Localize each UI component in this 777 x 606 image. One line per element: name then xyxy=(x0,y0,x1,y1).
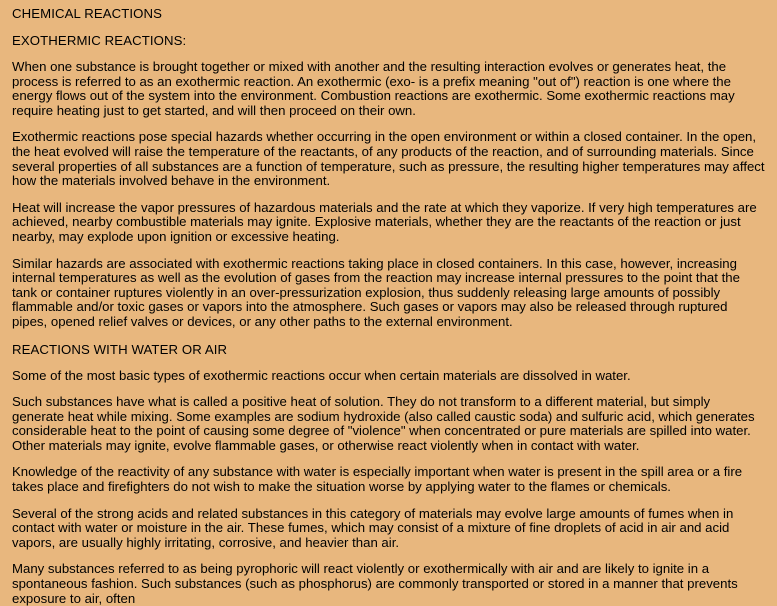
paragraph: Some of the most basic types of exothermic reactions occur when certain materials are dissolved in water. xyxy=(12,369,765,384)
section-heading: EXOTHERMIC REACTIONS: xyxy=(12,33,765,48)
section-heading: REACTIONS WITH WATER OR AIR xyxy=(12,342,765,357)
paragraph: When one substance is brought together or mixed with another and the resulting interaction evolves or generates heat, the process is referred to as an exothermic reaction. An exothermic (exo- is a prefix meaning "out of") reaction is one where the energy flows out of the system into the environment. Combustion reactions are exothermic. Some exothermic reactions may require heating just to get started, and will then proceed on their own. xyxy=(12,60,765,118)
paragraph: Many substances referred to as being pyrophoric will react violently or exothermically with air and are likely to ignite in a spontaneous fashion. Such substances (such as phosphorus) are commonly transported or stored in a manner that prevents exposure to air, often xyxy=(12,562,765,606)
section-exothermic-reactions xyxy=(12,33,765,330)
section-reactions-with-water-or-air xyxy=(12,342,765,606)
document-title: CHEMICAL REACTIONS xyxy=(12,6,765,21)
paragraph: Knowledge of the reactivity of any substance with water is especially important when water is present in the spill area or a fire takes place and firefighters do not wish to make the situation worse by applying water to the flames or chemicals. xyxy=(12,465,765,494)
paragraph: Exothermic reactions pose special hazards whether occurring in the open environment or within a closed container. In the open, the heat evolved will raise the temperature of the reactants, of any products of the reaction, and of surrounding materials. Since several properties of all substances are a function of temperature, such as pressure, the resulting higher temperatures may affect how the materials involved behave in the environment. xyxy=(12,130,765,188)
paragraph: Similar hazards are associated with exothermic reactions taking place in closed containers. In this case, however, increasing internal temperatures as well as the evolution of gases from the reaction may increase internal pressures to the point that the tank or container ruptures violently in an over-pressurization explosion, thus suddenly releasing large amounts of possibly flammable and/or toxic gases or vapors into the atmosphere. Such gases or vapors may also be released through ruptured pipes, opened relief valves or devices, or any other paths to the external environment. xyxy=(12,257,765,330)
paragraph: Heat will increase the vapor pressures of hazardous materials and the rate at which they vaporize. If very high temperatures are achieved, nearby combustible materials may ignite. Explosive materials, whether they are the reactants of the reaction or just nearby, may explode upon ignition or excessive heating. xyxy=(12,201,765,245)
paragraph: Several of the strong acids and related substances in this category of materials may evolve large amounts of fumes when in contact with water or moisture in the air. These fumes, which may consist of a mixture of fine droplets of acid in air and acid vapors, are usually highly irritating, corrosive, and heavier than air. xyxy=(12,507,765,551)
paragraph: Such substances have what is called a positive heat of solution. They do not transform to a different material, but simply generate heat while mixing. Some examples are sodium hydroxide (also called caustic soda) and sulfuric acid, which generates considerable heat to the point of causing some degree of "violence" when concentrated or pure materials are spilled into water. Other materials may ignite, evolve flammable gases, or otherwise react violently when in contact with water. xyxy=(12,395,765,453)
